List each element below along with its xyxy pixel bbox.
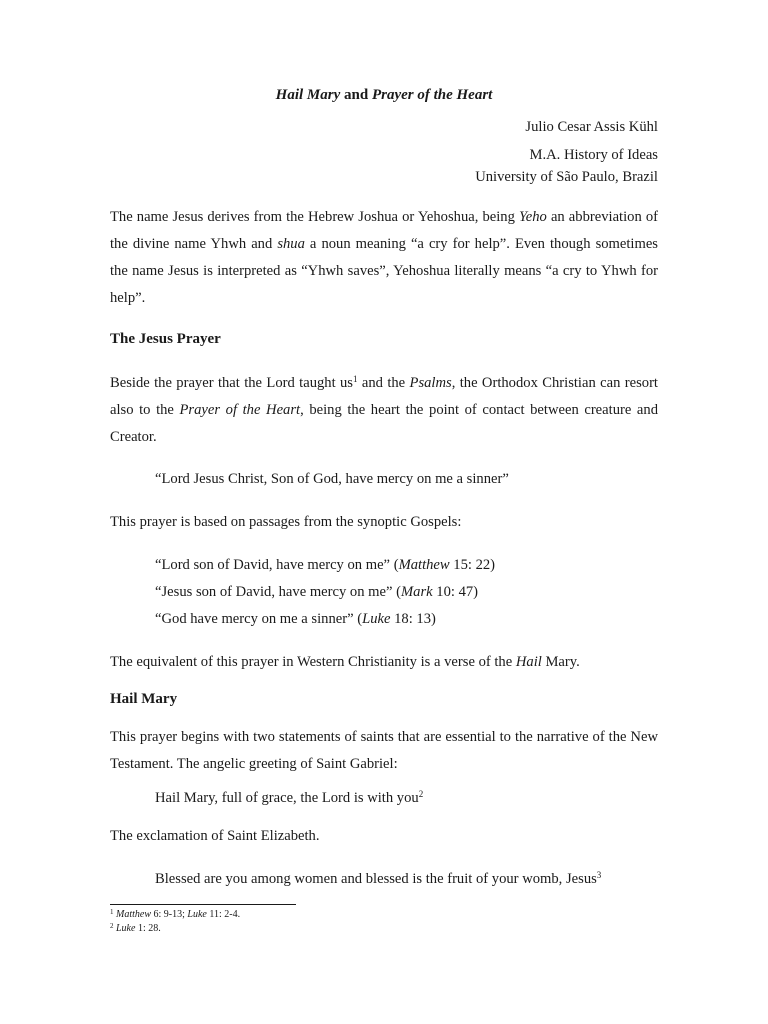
footnote-2: [110, 922, 161, 936]
footnote-separator: [110, 904, 296, 905]
footnote-book: Luke: [187, 909, 207, 920]
section-heading-jesus-prayer: The Jesus Prayer: [110, 331, 221, 347]
affiliation-degree: M.A. History of Ideas: [529, 147, 658, 163]
intro-text: a noun meaning “a cry for help”. Even though sometimes the name Jesus is interpreted as “Yhwh saves”, Yehoshua literally means “a cry to Yhwh for help”.: [110, 236, 658, 306]
title-part-prayer: Prayer of the Heart: [371, 87, 493, 103]
synoptic-intro: This prayer is based on passages from the synoptic Gospels:: [110, 514, 462, 530]
footnote-book: Luke: [116, 923, 136, 934]
title-part-hail-mary: Hail Mary: [275, 87, 341, 103]
paragraph-text: , being the heart the point of contact between creature and Creator.: [110, 402, 659, 445]
ref-quote: “Jesus son of David, have mercy on me” (: [155, 584, 401, 600]
gospel-ref-luke: [155, 606, 436, 633]
ref-book: Matthew: [398, 557, 450, 573]
jesus-prayer-quote: “Lord Jesus Christ, Son of God, have mercy on me a sinner”: [155, 471, 509, 487]
ref-verse: 18: 13): [390, 611, 436, 627]
intro-shua: shua: [277, 236, 305, 252]
footnote-ref: 6: 9-13;: [151, 909, 188, 920]
ref-quote: “Lord son of David, have mercy on me” (: [155, 557, 399, 573]
psalms-term: Psalms: [409, 375, 452, 391]
footnote-ref-3: 3: [596, 870, 602, 880]
gospel-ref-matthew: [155, 552, 495, 579]
footnote-number: 1: [110, 908, 114, 916]
footnote-number: 2: [110, 922, 114, 930]
paragraph-text: Mary.: [541, 654, 580, 670]
footnote-ref-1: 1: [353, 374, 358, 384]
paragraph-text: Beside the prayer that the Lord taught us: [110, 375, 353, 391]
paragraph-text: , the Orthodox Christian can resort also to the: [110, 375, 658, 418]
title-part-and: and: [340, 87, 372, 103]
footnote-1: [110, 908, 240, 922]
hail-mary-paragraph: This prayer begins with two statements of saints that are essential to the narrative of the New Testament. The angelic greeting of Saint Gabriel:: [110, 729, 658, 772]
ref-quote: “God have mercy on me a sinner” (: [155, 611, 363, 627]
footnote-ref-2: 2: [418, 789, 424, 799]
intro-paragraph: [110, 204, 658, 312]
ref-verse: 15: 22): [449, 557, 496, 573]
jesus-prayer-paragraph: [110, 370, 658, 451]
footnote-ref: 1: 28.: [135, 923, 161, 934]
elizabeth-intro: The exclamation of Saint Elizabeth.: [110, 828, 320, 844]
hail-term: Hail: [515, 654, 542, 670]
quote-text: Hail Mary, full of grace, the Lord is with you: [155, 790, 419, 806]
section-heading-hail-mary: Hail Mary: [110, 691, 178, 707]
author-affiliation: [475, 144, 658, 188]
footnote-ref: 11: 2-4.: [206, 909, 241, 920]
paragraph-text: and the: [357, 375, 410, 391]
ref-book: Mark: [401, 584, 433, 600]
elizabeth-quote: [155, 866, 601, 893]
gospel-ref-mark: [155, 579, 478, 606]
prayer-of-heart-term: Prayer of the Heart: [179, 402, 301, 418]
ref-verse: 10: 47): [432, 584, 479, 600]
intro-yeho: Yeho: [518, 209, 547, 225]
paragraph-text: The equivalent of this prayer in Western Christianity is a verse of the: [110, 654, 516, 670]
ref-book: Luke: [362, 611, 391, 627]
affiliation-university: University of São Paulo, Brazil: [475, 169, 658, 185]
author-name: Julio Cesar Assis Kühl: [525, 119, 658, 135]
intro-text: The name Jesus derives from the Hebrew Joshua or Yehoshua, being: [110, 209, 519, 225]
western-equivalent-paragraph: [110, 649, 658, 676]
gabriel-quote: [155, 785, 423, 812]
quote-text: Blessed are you among women and blessed is the fruit of your womb, Jesus: [155, 871, 597, 887]
document-title: [0, 82, 768, 109]
intro-text: an abbreviation of the divine name Yhwh and: [110, 209, 658, 252]
footnote-book: Matthew: [116, 909, 151, 920]
